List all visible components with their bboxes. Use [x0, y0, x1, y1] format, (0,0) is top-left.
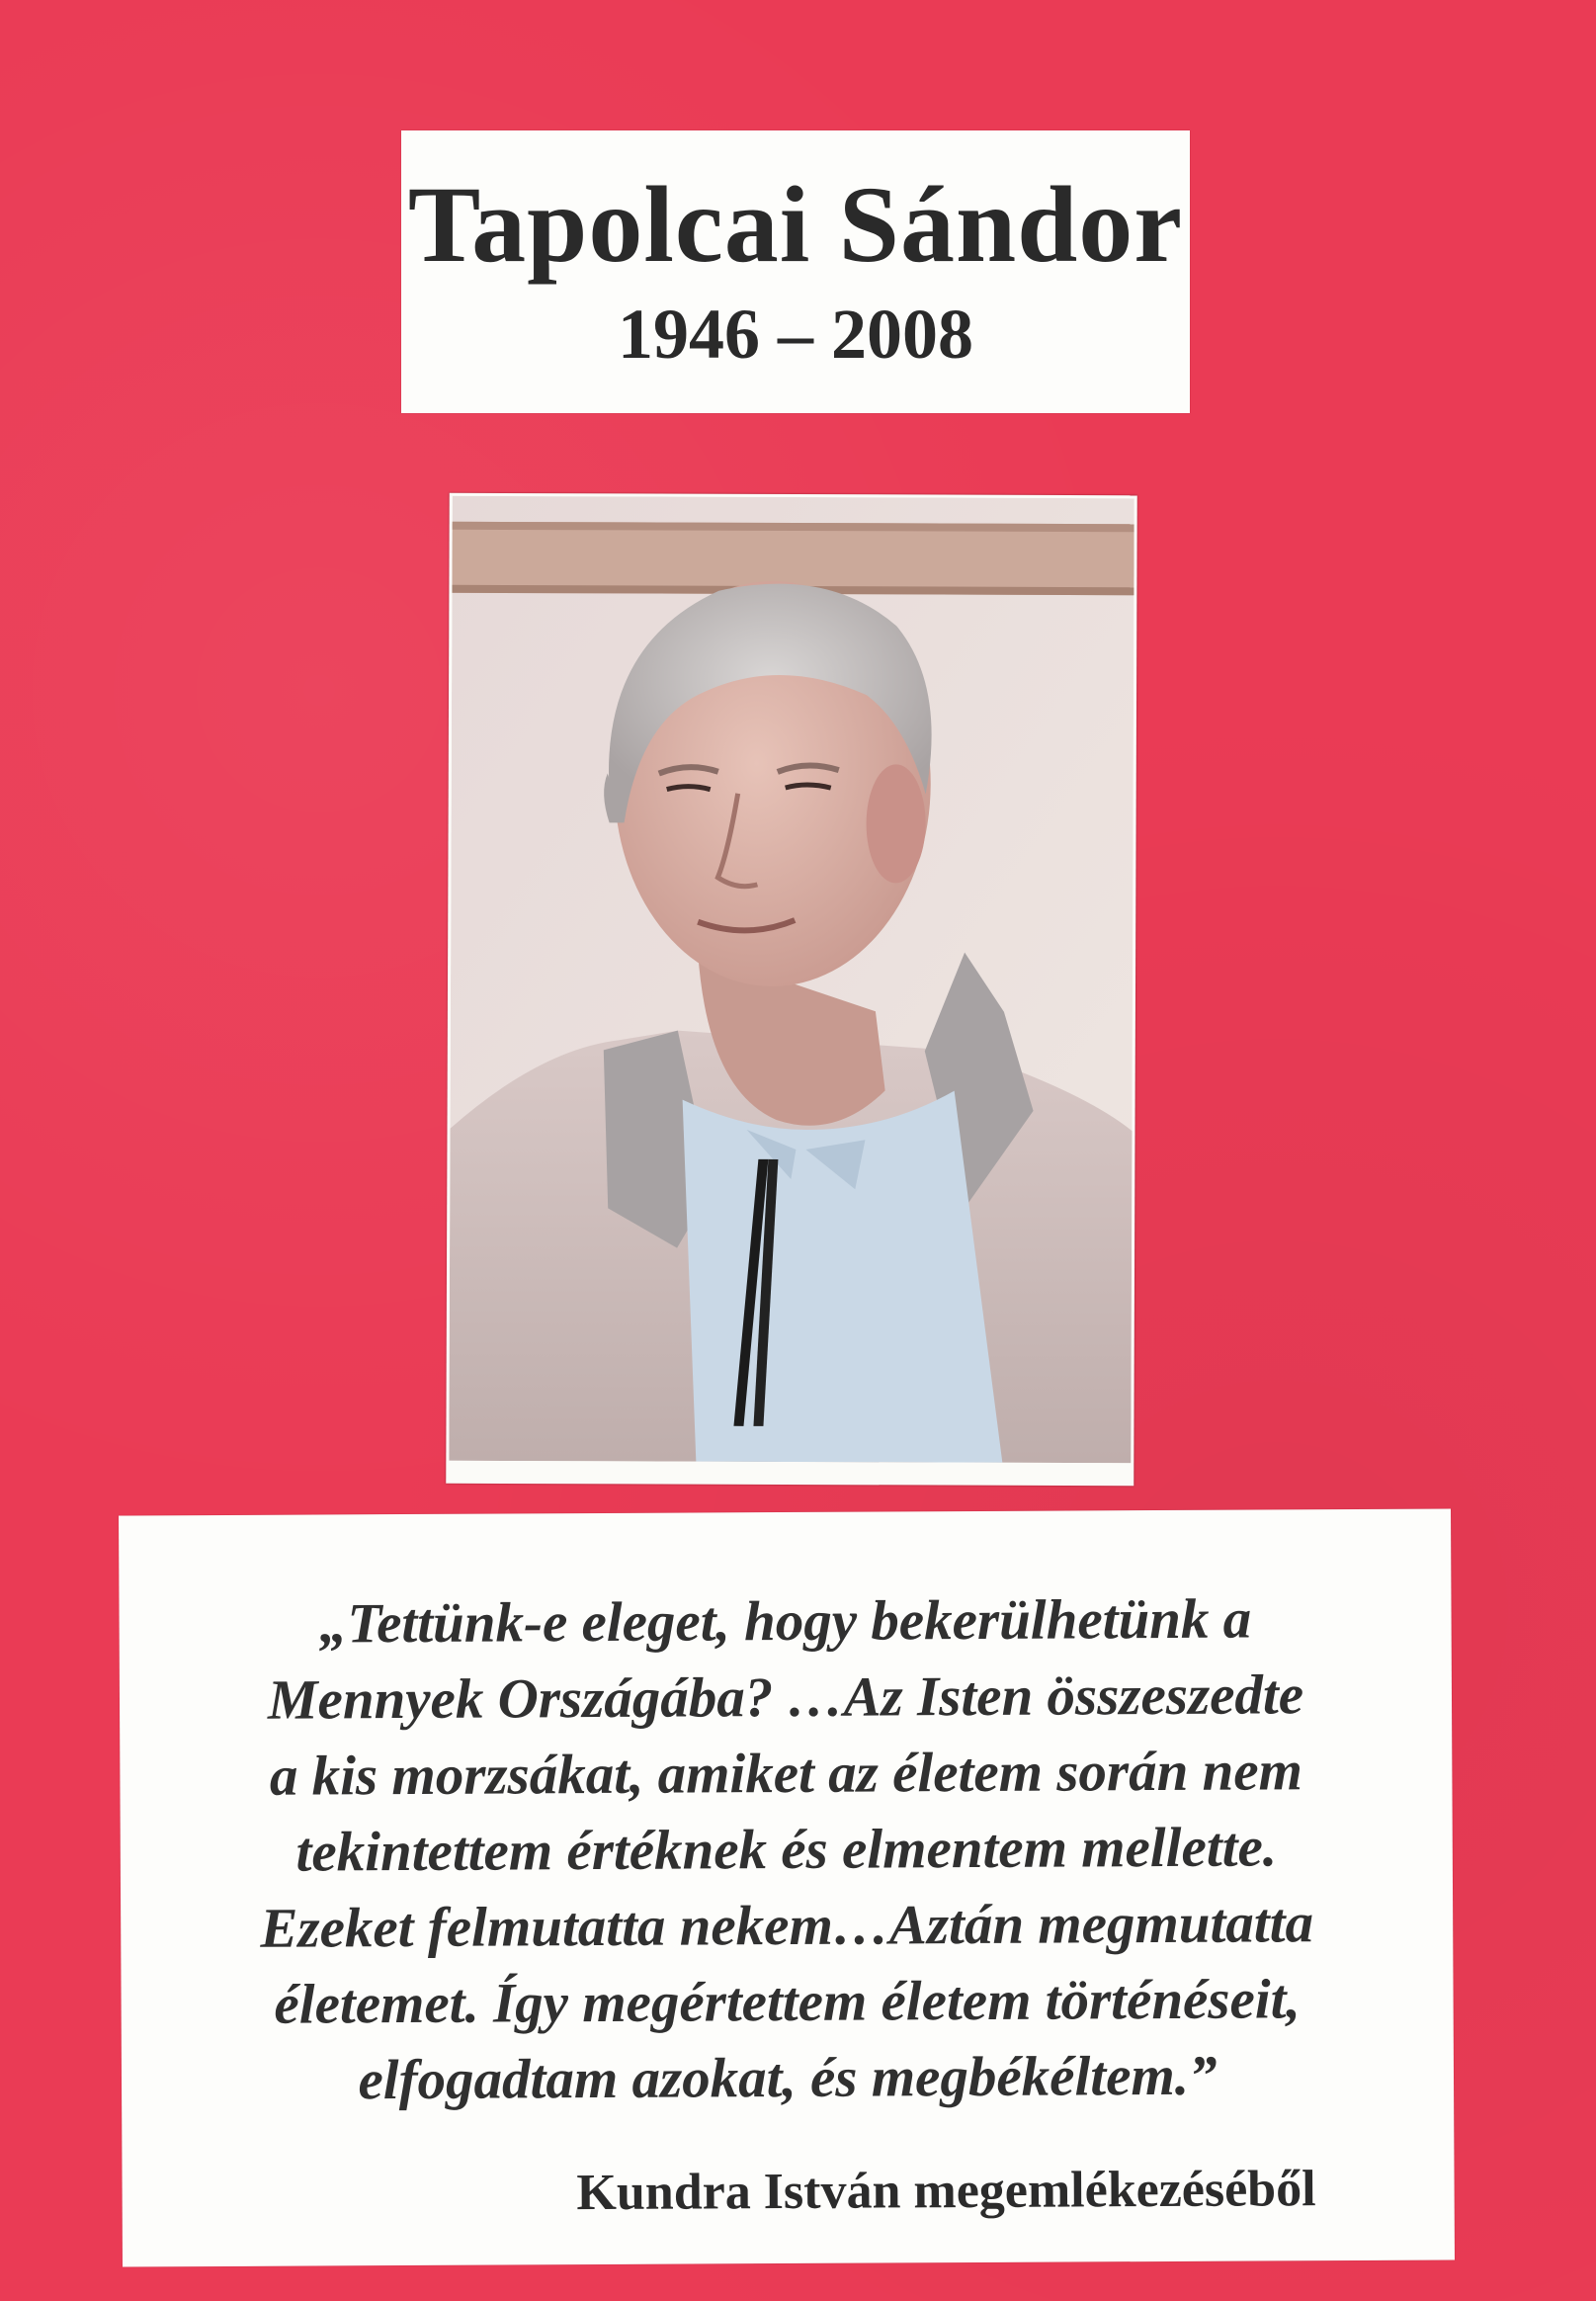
quote-line: életemet. Így megértettem életem történéseit, — [274, 1968, 1301, 2036]
quote-card — [119, 1508, 1455, 2266]
title-card — [401, 130, 1190, 413]
life-years: 1946 – 2008 — [618, 295, 973, 374]
quote-source: Kundra István megemlékezéséből — [576, 2161, 1316, 2222]
quote-line: a kis morzsákat, amiket az életem során nem — [269, 1740, 1303, 1808]
memorial-name: Tapolcai Sándor — [407, 164, 1184, 285]
quote-line: elfogadtam azokat, és megbékéltem.” — [358, 2044, 1218, 2112]
portrait-image — [449, 496, 1134, 1463]
quote-line: Ezeket felmutatta nekem…Aztán megmutatta — [260, 1892, 1314, 1960]
quote-line: tekintettem értéknek és elmentem mellette. — [295, 1816, 1278, 1884]
quote-line: „Tettünk-e eleget, hogy bekerülhetünk a — [318, 1587, 1252, 1656]
portrait-photo — [446, 493, 1136, 1486]
memorial-quote — [138, 1580, 1434, 2120]
quote-line: Mennyek Országába? …Az Isten összeszedte — [267, 1663, 1304, 1732]
